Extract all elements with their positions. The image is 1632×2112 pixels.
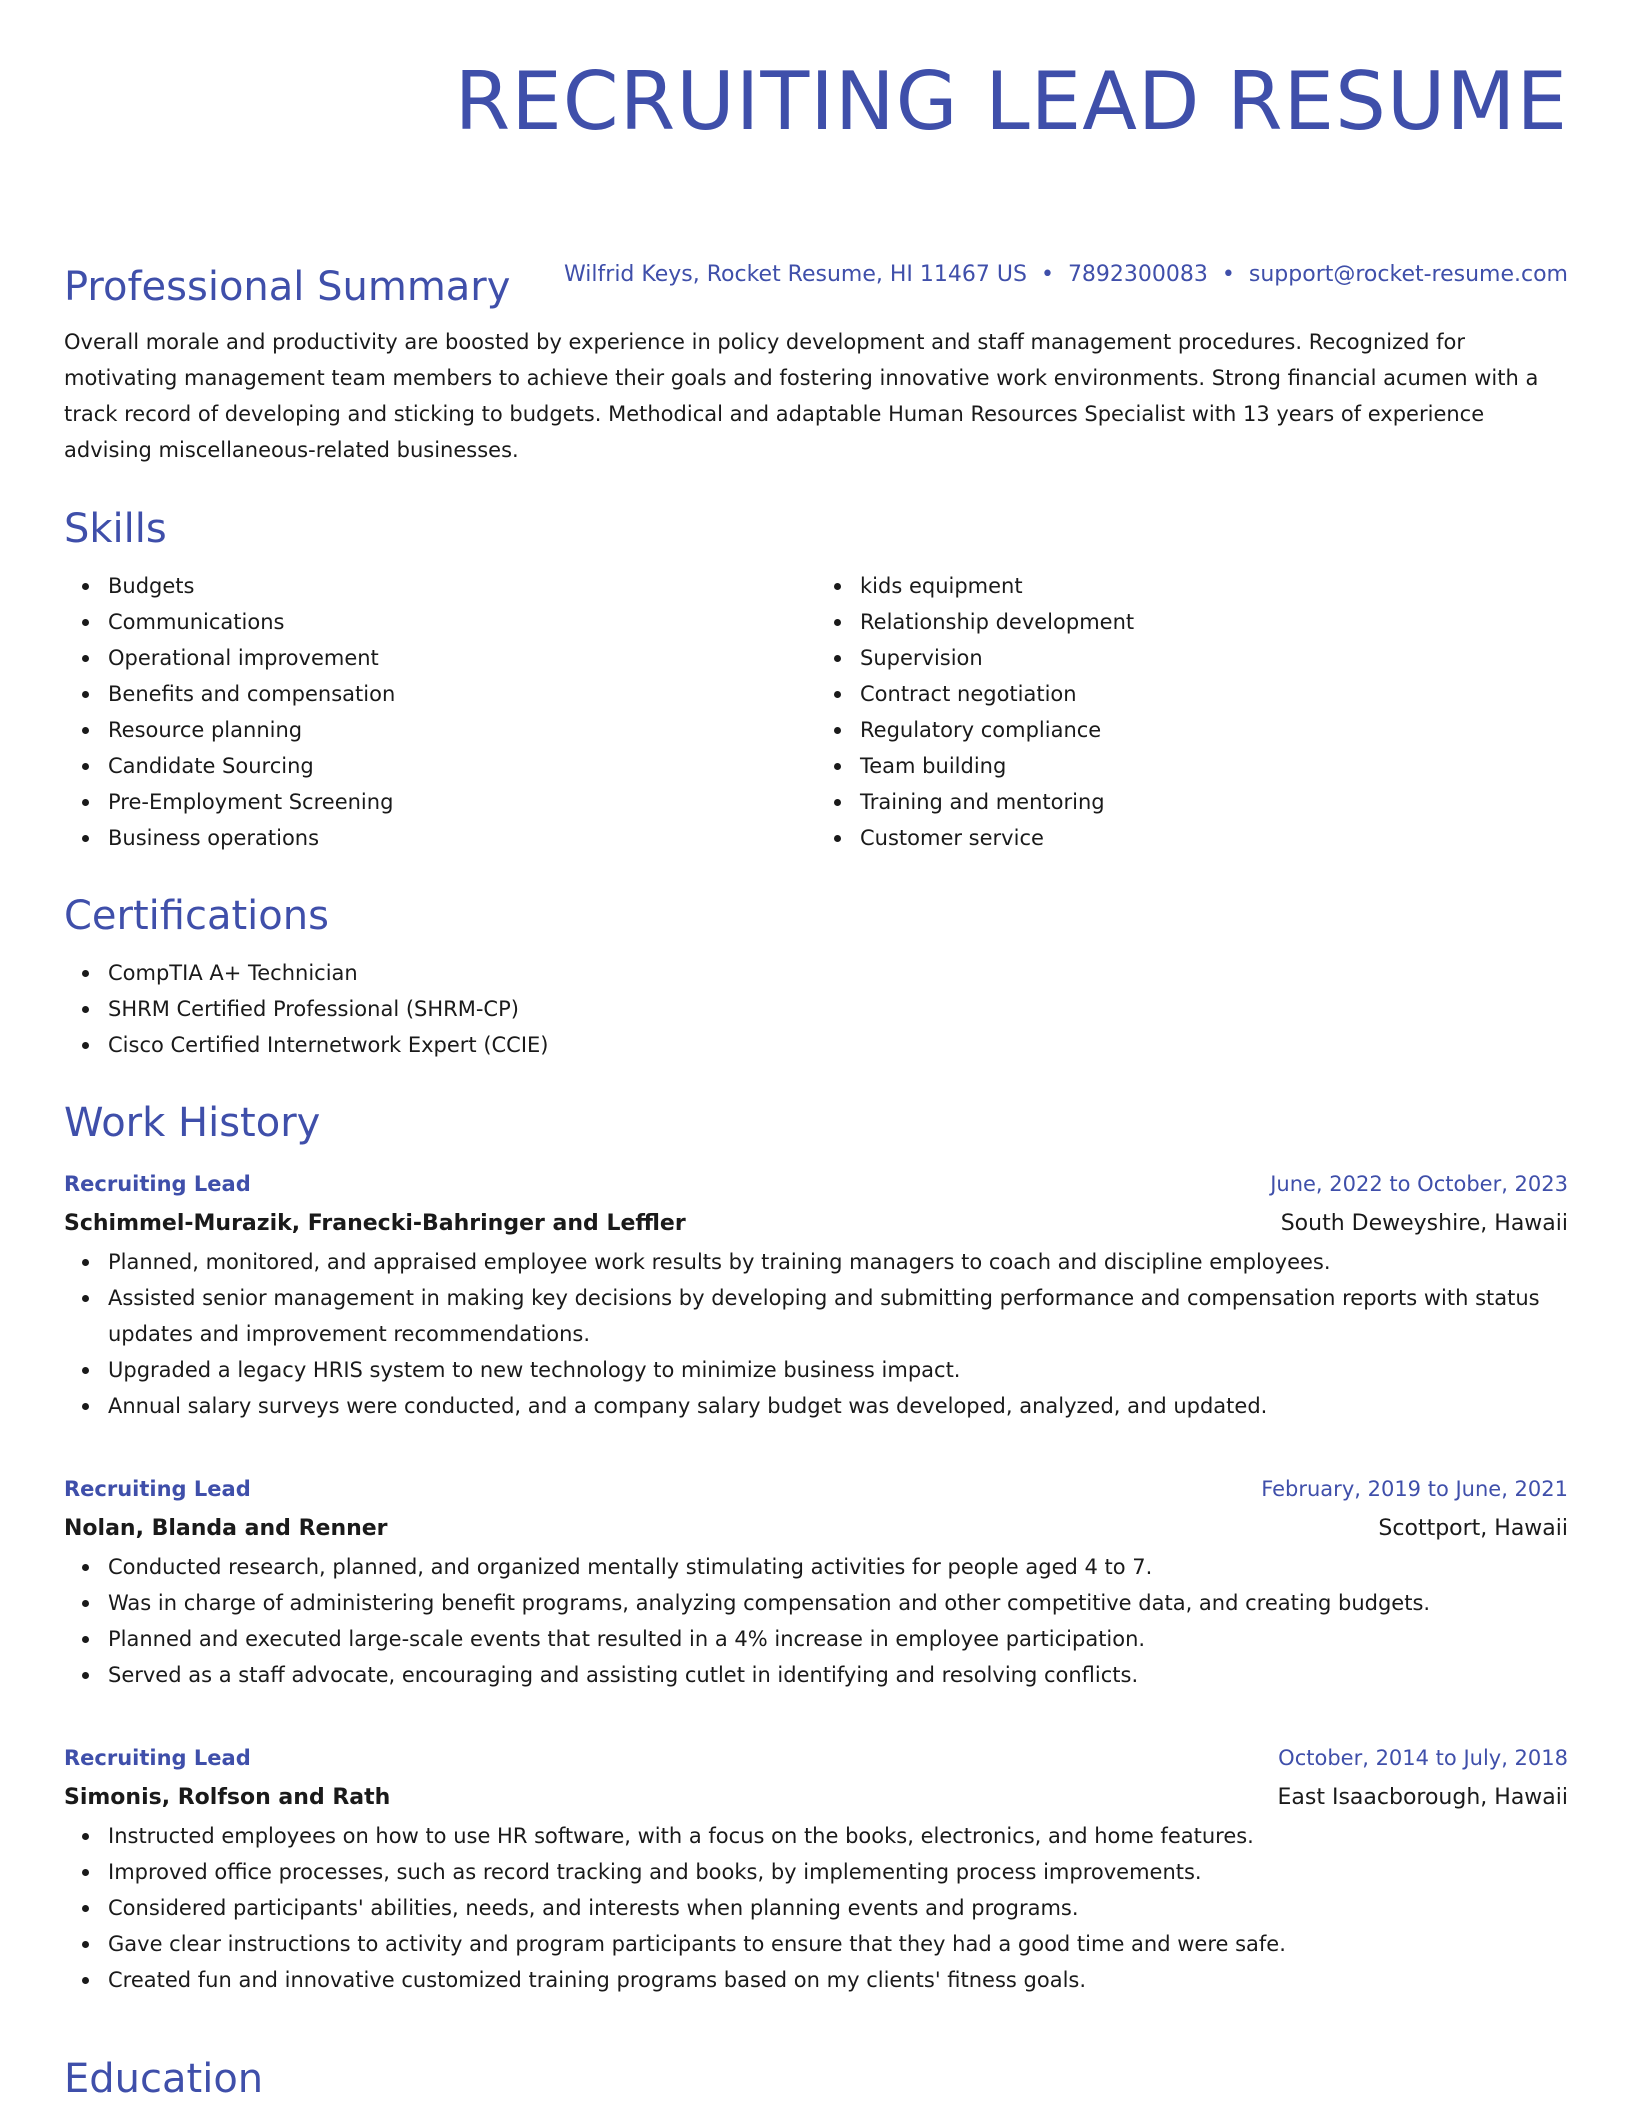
skill-item: Customer service (860, 820, 1568, 856)
skills-section (64, 504, 1568, 856)
contact-email: support@rocket-resume.com (1248, 262, 1568, 287)
education-heading: Education (64, 2056, 264, 2102)
skill-item: Communications (108, 604, 816, 640)
contact-address: Wilfrid Keys, Rocket Resume, HI 11467 US (564, 262, 1027, 287)
resume-title: RECRUITING LEAD RESUME (454, 55, 1568, 148)
contact-phone: 7892300083 (1067, 262, 1208, 287)
job-bullets (64, 1818, 1568, 1998)
skill-item: Training and mentoring (860, 784, 1568, 820)
job-bullet: Instructed employees on how to use HR software, with a focus on the books, electronics, and home features. (108, 1818, 1568, 1854)
job-company: Simonis, Rolfson and Rath (64, 1785, 391, 1810)
job-location: Scottport, Hawaii (1378, 1516, 1568, 1541)
job-entry (64, 1164, 1568, 1424)
job-title: Recruiting Lead (64, 1746, 251, 1770)
summary-section (64, 262, 1568, 468)
skill-item: Budgets (108, 568, 816, 604)
job-location: South Deweyshire, Hawaii (1280, 1211, 1568, 1236)
job-location: East Isaacborough, Hawaii (1277, 1785, 1568, 1810)
job-bullet: Assisted senior management in making key decisions by developing and submitting performance and compensation reports with status updates and improvement recommendations. (108, 1280, 1568, 1352)
certification-item: Cisco Certified Internetwork Expert (CCIE) (108, 1027, 1568, 1063)
job-bullet: Gave clear instructions to activity and program participants to ensure that they had a good time and were safe. (108, 1926, 1568, 1962)
skill-item: kids equipment (860, 568, 1568, 604)
job-entry (64, 1738, 1568, 1998)
skills-list-left (64, 568, 816, 856)
job-entry (64, 1469, 1568, 1693)
job-bullet: Planned and executed large-scale events that resulted in a 4% increase in employee participation. (108, 1621, 1568, 1657)
summary-text: Overall morale and productivity are boosted by experience in policy development and staff management procedures. Recognized for motivating management team members to achieve their goals and fostering innovative work environments. Strong financial acumen with a track record of developing and sticking to budgets. Methodical and adaptable Human Resources Specialist with 13 years of experience advising miscellaneous-related businesses. (64, 330, 1539, 462)
skill-item: Candidate Sourcing (108, 748, 816, 784)
skills-heading: Skills (64, 506, 167, 552)
certifications-list (64, 955, 1568, 1063)
skill-item: Benefits and compensation (108, 676, 816, 712)
skill-item: Pre-Employment Screening (108, 784, 816, 820)
work-history-heading: Work History (64, 1100, 321, 1146)
skill-item: Supervision (860, 640, 1568, 676)
skill-item: Resource planning (108, 712, 816, 748)
work-history-section (64, 1098, 1568, 1148)
skill-item: Regulatory compliance (860, 712, 1568, 748)
job-bullet: Was in charge of administering benefit programs, analyzing compensation and other competitive data, and creating budgets. (108, 1585, 1568, 1621)
job-dates: February, 2019 to June, 2021 (1261, 1477, 1568, 1501)
skill-item: Business operations (108, 820, 816, 856)
summary-heading: Professional Summary (64, 264, 511, 310)
resume-header (64, 0, 1568, 148)
job-company: Schimmel-Murazik, Franecki-Bahringer and Leffler (64, 1211, 686, 1236)
skill-item: Contract negotiation (860, 676, 1568, 712)
job-bullets (64, 1549, 1568, 1693)
separator-dot: • (1040, 262, 1054, 287)
job-bullet: Planned, monitored, and appraised employee work results by training managers to coach and discipline employees. (108, 1244, 1568, 1280)
job-bullet: Created fun and innovative customized training programs based on my clients' fitness goals. (108, 1962, 1568, 1998)
skill-item: Operational improvement (108, 640, 816, 676)
certification-item: CompTIA A+ Technician (108, 955, 1568, 991)
certification-item: SHRM Certified Professional (SHRM-CP) (108, 991, 1568, 1027)
separator-dot: • (1221, 262, 1235, 287)
job-title: Recruiting Lead (64, 1477, 251, 1501)
job-company: Nolan, Blanda and Renner (64, 1516, 388, 1541)
job-bullet: Improved office processes, such as record tracking and books, by implementing process improvements. (108, 1854, 1568, 1890)
certifications-heading: Certifications (64, 893, 329, 939)
skill-item: Team building (860, 748, 1568, 784)
job-bullet: Served as a staff advocate, encouraging and assisting cutlet in identifying and resolving conflicts. (108, 1657, 1568, 1693)
job-dates: June, 2022 to October, 2023 (1270, 1172, 1568, 1196)
job-bullets (64, 1244, 1568, 1424)
job-dates: October, 2014 to July, 2018 (1278, 1746, 1568, 1770)
education-section (64, 2054, 1568, 2104)
job-title: Recruiting Lead (64, 1172, 251, 1196)
certifications-section (64, 891, 1568, 1063)
skill-item: Relationship development (860, 604, 1568, 640)
job-bullet: Annual salary surveys were conducted, and a company salary budget was developed, analyzed, and updated. (108, 1388, 1568, 1424)
job-bullet: Considered participants' abilities, needs, and interests when planning events and programs. (108, 1890, 1568, 1926)
job-bullet: Conducted research, planned, and organized mentally stimulating activities for people aged 4 to 7. (108, 1549, 1568, 1585)
skills-list-right (816, 568, 1568, 856)
job-bullet: Upgraded a legacy HRIS system to new technology to minimize business impact. (108, 1352, 1568, 1388)
